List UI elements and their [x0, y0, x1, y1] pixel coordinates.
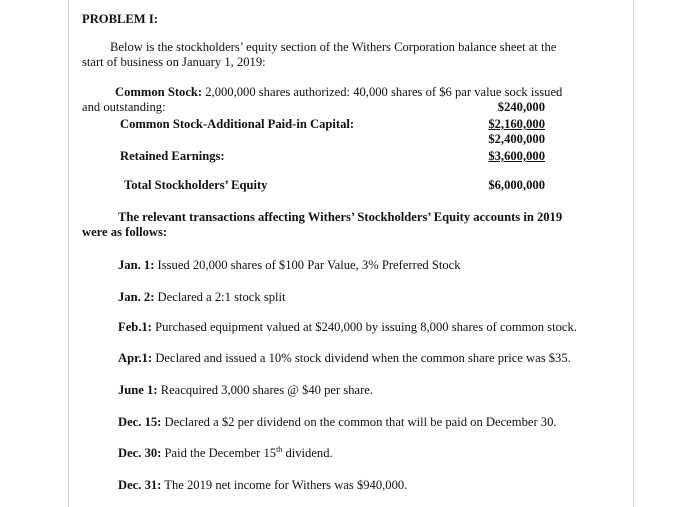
common-stock-label: Common Stock:: [115, 85, 203, 99]
transaction-text: Issued 20,000 shares of $100 Par Value, 3% Preferred Stock: [154, 258, 461, 272]
transactions-intro-line-1: The relevant transactions affecting Withers’ Stockholders’ Equity accounts in 2019: [118, 210, 563, 224]
retained-earnings-value: $3,600,000: [488, 149, 545, 163]
page-frame: [68, 0, 634, 507]
transaction-item: [118, 446, 333, 461]
common-stock-value: $240,000: [497, 100, 545, 114]
transactions-intro-line-2: were as follows:: [82, 225, 168, 239]
total-equity-label: Total Stockholders’ Equity: [124, 178, 268, 192]
problem-heading: PROBLEM I:: [82, 12, 158, 26]
retained-earnings-label: Retained Earnings:: [120, 149, 225, 163]
transaction-date: Jan. 2:: [118, 290, 155, 304]
transaction-text-after: dividend.: [282, 446, 333, 460]
transaction-date: Dec. 31:: [118, 478, 162, 492]
common-stock-line: [115, 85, 562, 100]
transaction-text: Reacquired 3,000 shares @ $40 per share.: [157, 383, 374, 397]
transaction-item: [118, 351, 571, 366]
apic-value: $2,160,000: [488, 117, 545, 131]
transaction-item: [118, 383, 373, 398]
apic-label: Common Stock-Additional Paid-in Capital:: [120, 117, 355, 131]
intro-line-1: Below is the stockholders’ equity section of the Withers Corporation balance sheet at the: [110, 40, 557, 54]
transaction-item: [118, 320, 577, 335]
transaction-text: Declared a 2:1 stock split: [154, 290, 286, 304]
transaction-date: Jan. 1:: [118, 258, 155, 272]
transaction-date: Dec. 15:: [118, 415, 162, 429]
transaction-item: [118, 258, 461, 273]
transaction-date: Apr.1:: [118, 351, 153, 365]
ordinal-suffix: th: [276, 444, 283, 454]
transaction-date: June 1:: [118, 383, 158, 397]
transaction-text: The 2019 net income for Withers was $940,000.: [161, 478, 408, 492]
common-stock-desc: 2,000,000 shares authorized: 40,000 shares of $6 par value sock issued: [202, 85, 563, 99]
common-stock-desc-2: and outstanding:: [82, 100, 166, 114]
transaction-item: [118, 415, 557, 430]
transaction-item: [118, 290, 286, 305]
transaction-text: Declared a $2 per dividend on the common that will be paid on December 30.: [161, 415, 557, 429]
transaction-text: Paid the December 15: [161, 446, 277, 460]
transaction-text: Purchased equipment valued at $240,000 by issuing 8,000 shares of common stock.: [151, 320, 577, 334]
transaction-date: Dec. 30:: [118, 446, 162, 460]
subtotal-value: $2,400,000: [488, 132, 545, 146]
transaction-item: [118, 478, 407, 493]
total-equity-value: $6,000,000: [488, 178, 545, 192]
transaction-text: Declared and issued a 10% stock dividend when the common share price was $35.: [152, 351, 571, 365]
intro-line-2: start of business on January 1, 2019:: [82, 55, 266, 69]
transaction-date: Feb.1:: [118, 320, 152, 334]
